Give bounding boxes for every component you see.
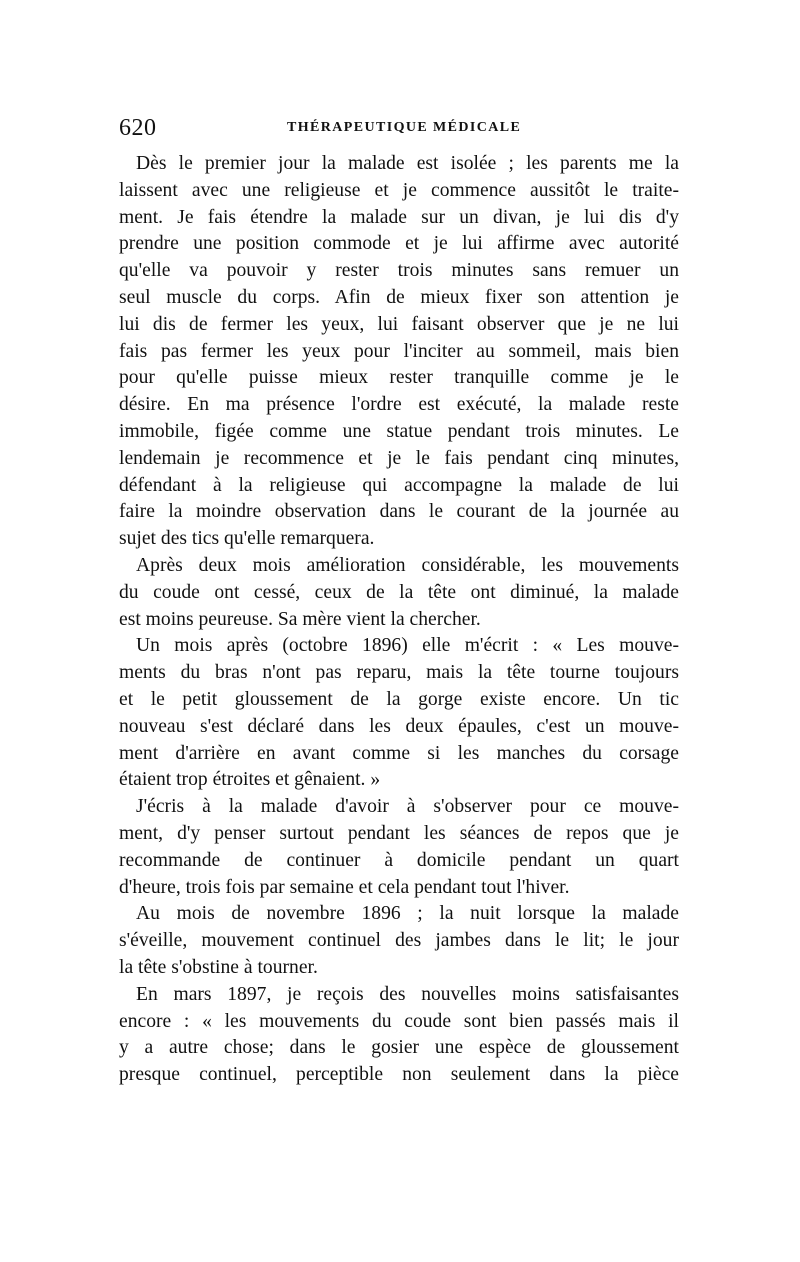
text-line: sujet des tics qu'elle remarquera. [119, 528, 375, 550]
text-line: nouveau s'est déclaré dans les deux épaules, c'est un mouve- [119, 715, 679, 737]
text-line: En mars 1897, je reçois des nouvelles moins satisfaisantes [136, 983, 679, 1005]
text-line: désire. En ma présence l'ordre est exécuté, la malade reste [119, 394, 679, 416]
text-line: immobile, figée comme une statue pendant trois minutes. Le [119, 420, 679, 442]
text-line: Un mois après (octobre 1896) elle m'écrit : « Les mouve- [136, 635, 679, 657]
text-line: seul muscle du corps. Afin de mieux fixer son attention je [119, 286, 679, 308]
text-line: la tête s'obstine à tourner. [119, 956, 318, 978]
text-line: Après deux mois amélioration considérable, les mouvements [136, 554, 679, 576]
paragraph [119, 151, 679, 553]
paragraph [119, 633, 679, 794]
text-line: faire la moindre observation dans le courant de la journée au [119, 501, 679, 523]
text-line: ment. Je fais étendre la malade sur un divan, je lui dis d'y [119, 206, 679, 228]
text-line: y a autre chose; dans le gosier une espèce de gloussement [119, 1037, 679, 1059]
text-line: lendemain je recommence et je le fais pendant cinq minutes, [119, 447, 679, 469]
text-line: et le petit gloussement de la gorge existe encore. Un tic [119, 688, 679, 710]
text-line: étaient trop étroites et gênaient. » [119, 769, 381, 791]
paragraph [119, 901, 679, 981]
page-header [119, 112, 680, 144]
text-line: laissent avec une religieuse et je commence aussitôt le traite- [119, 179, 679, 201]
text-line: pour qu'elle puisse mieux rester tranquille comme je le [119, 367, 679, 389]
body-text [119, 151, 679, 1089]
text-line: prendre une position commode et je lui affirme avec autorité [119, 233, 679, 255]
page-number: 620 [119, 115, 157, 141]
paragraph [119, 982, 679, 1089]
text-line: fais pas fermer les yeux pour l'inciter au sommeil, mais bien [119, 340, 679, 362]
text-line: ment, d'y penser surtout pendant les séances de repos que je [119, 822, 679, 844]
text-line: recommande de continuer à domicile pendant un quart [119, 849, 679, 871]
text-line: défendant à la religieuse qui accompagne la malade de lui [119, 474, 679, 496]
text-line: du coude ont cessé, ceux de la tête ont diminué, la malade [119, 581, 679, 603]
text-line: presque continuel, perceptible non seulement dans la pièce [119, 1064, 679, 1086]
text-line: s'éveille, mouvement continuel des jambes dans le lit; le jour [119, 930, 679, 952]
text-line: ment d'arrière en avant comme si les manches du corsage [119, 742, 679, 764]
paragraph [119, 553, 679, 633]
text-line: encore : « les mouvements du coude sont bien passés mais il [119, 1010, 679, 1032]
running-head: THÉRAPEUTIQUE MÉDICALE [287, 120, 522, 135]
text-line: est moins peureuse. Sa mère vient la chercher. [119, 608, 481, 630]
text-line: d'heure, trois fois par semaine et cela pendant tout l'hiver. [119, 876, 570, 898]
text-line: Dès le premier jour la malade est isolée ; les parents me la [136, 153, 679, 174]
text-line: lui dis de fermer les yeux, lui faisant observer que je ne lui [119, 313, 679, 335]
text-line: J'écris à la malade d'avoir à s'observer pour ce mouve- [136, 796, 679, 818]
paragraph [119, 794, 679, 901]
text-line: ments du bras n'ont pas reparu, mais la tête tourne toujours [119, 662, 679, 684]
text-line: qu'elle va pouvoir y rester trois minutes sans remuer un [119, 260, 679, 282]
text-line: Au mois de novembre 1896 ; la nuit lorsque la malade [136, 903, 679, 925]
